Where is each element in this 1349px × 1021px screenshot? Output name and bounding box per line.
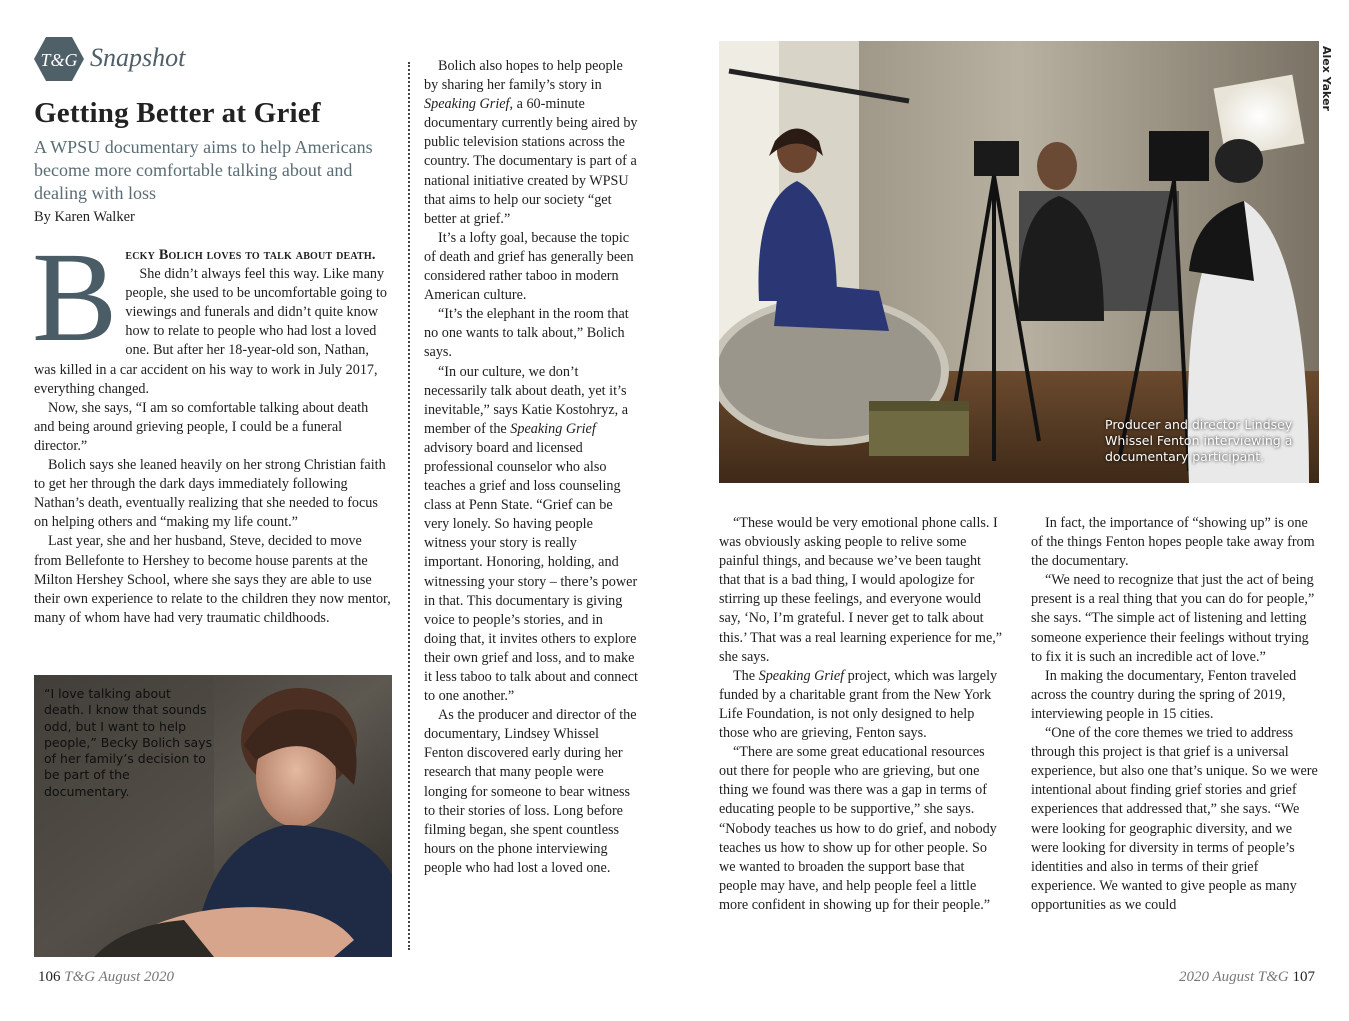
col4-p0: In fact, the importance of “showing up” is one of the things Fenton hopes people take away from the documentary. [1031, 515, 1315, 570]
column-divider [408, 62, 410, 950]
column-1 [32, 226, 392, 628]
title-italic: Speaking Grief [758, 667, 845, 684]
page-number-right: 107 [1292, 969, 1315, 985]
section-label: Snapshot [90, 43, 186, 72]
article-subhead: A WPSU documentary aims to help Americans become more comfortable talking about and dealing with loss [34, 137, 373, 203]
photo-credit: Alex Yaker [1320, 46, 1333, 111]
col4-p1: “We need to recognize that just the act of being present is a real thing that you can do for people,” she says. “The simple act of listening and letting someone experience their feelings without trying to fix it is such an incredible act of love.” [1031, 572, 1315, 665]
col3-p2: “There are some great educational resources out there for people who are grieving, but one thing we found was there was a gap in terms of educating people to be supportive,” she says. “Nobody teaches us how to do grief, and nobody teaches us how to show up for other people. So we wanted to broaden the support base that people may have, and help people feel a little more confident in showing up for their people.” [719, 744, 997, 913]
column-4 [1031, 514, 1319, 915]
page-number-left: 106 [38, 969, 61, 985]
film-caption: Producer and director Lindsey Whissel Fenton interviewing a documentary participant. [1105, 417, 1293, 464]
column-3 [719, 514, 1004, 915]
article-headline: Getting Better at Grief [34, 97, 321, 129]
film-set-photo [719, 41, 1319, 483]
drop-cap: B [32, 226, 118, 368]
col1-p0: She didn’t always feel this way. Like many people, she used to be uncomfortable going to viewings and funerals and didn’t quite know how to relate to people who had lost a loved one. But after her 18-year-old son, Nathan, was killed in a car accident on his way to work in July 2017, everything changed. [34, 266, 387, 397]
col3-p0: “These would be very emotional phone calls. I was obviously asking people to relive some painful things, and because we’ve been taught that that is a bad thing, I would apologize for stirring up these feelings, and everyone would say, ‘No, I’m grateful. I never get to talk about this.’ That was a real learning experience for me,” she says. [719, 515, 1003, 665]
folio-left [38, 969, 174, 986]
byline: By Karen Walker [34, 209, 135, 225]
tg-logo-badge [34, 36, 84, 82]
col1-p1: Now, she says, “I am so comfortable talking about death and being around grieving people, I could be a funeral director.” [34, 399, 369, 454]
column-2 [424, 57, 638, 878]
portrait-caption: “I love talking about death. I know that sounds odd, but I want to help people,” Becky Bolich says of her family’s decision to be part of the documentary. [44, 686, 213, 799]
lead-text: ecky Bolich loves to talk about death. [125, 247, 376, 263]
col2-p2: “It’s the elephant in the room that no one wants to talk about,” Bolich says. [424, 306, 629, 361]
col4-p3: “One of the core themes we tried to address through this project is that grief is a universal experience, but also one that’s unique. So we were intentional about finding grief stories and grief experiences that addressed that,” she says. “We were looking for geographic diversity, and we were looking for diversity in terms of people’s identities and also in terms of their grief experience. We wanted to give people as many opportunities as we could [1031, 725, 1318, 913]
col1-p3: Last year, she and her husband, Steve, decided to move from Bellefonte to Hershey to become house parents at the Milton Hershey School, where she says they are able to use their own experience to relate to the children they now mentor, many of whom have had very traumatic childhoods. [34, 533, 391, 626]
title-italic: Speaking Grief [424, 96, 510, 113]
col1-p2: Bolich says she leaned heavily on her strong Christian faith to get her through the dark days immediately following Nathan’s death, eventually realizing that she needed to focus on helping others and “making my life count.” [34, 457, 386, 531]
portrait-photo [34, 675, 392, 957]
col2-p3: “In our culture, we don’t necessarily talk about death, yet it’s inevitable,” says Katie Kostohryz, a member of the Speaking Grief advisory board and licensed professional counselor who also teaches a grief and loss counseling class at Penn State. “Grief can be very lonely. So having people witness your story is really important. Honoring, holding, and witnessing your story – there’s power in that. This documentary is giving voice to people’s stories, and in doing that, it invites others to explore their own grief and loss, and to make it less taboo to talk about and connect to one another.” [424, 363, 638, 705]
title-italic: Speaking Grief [510, 420, 596, 437]
col4-p2: In making the documentary, Fenton traveled across the country during the spring of 2019, interviewing people in 15 cities. [1031, 667, 1297, 722]
folio-right [1179, 969, 1315, 986]
col2-p1: It’s a lofty goal, because the topic of death and grief has generally been considered rather taboo in modern American culture. [424, 229, 634, 304]
badge-label: T&G [40, 50, 78, 70]
col3-p1: The Speaking Grief project, which was largely funded by a charitable grant from the New York Life Foundation, is not only designed to help those who are grieving, Fenton says. [719, 667, 998, 742]
folio-left-text: T&G August 2020 [64, 969, 174, 985]
col2-p0: Bolich also hopes to help people by sharing her family’s story in Speaking Grief, a 60-minute documentary currently being aired by public television stations across the country. The documentary is part of a national initiative created by WPSU that aims to help our society “get better at grief.” [424, 58, 638, 227]
folio-right-text: 2020 August T&G [1179, 969, 1289, 985]
col2-p4: As the producer and director of the documentary, Lindsey Whissel Fenton discovered early during her research that many people were longing for someone to bear witness to their stories of loss. Long before filming began, she spent countless hours on the phone interviewing people who had lost a loved one. [424, 707, 637, 876]
